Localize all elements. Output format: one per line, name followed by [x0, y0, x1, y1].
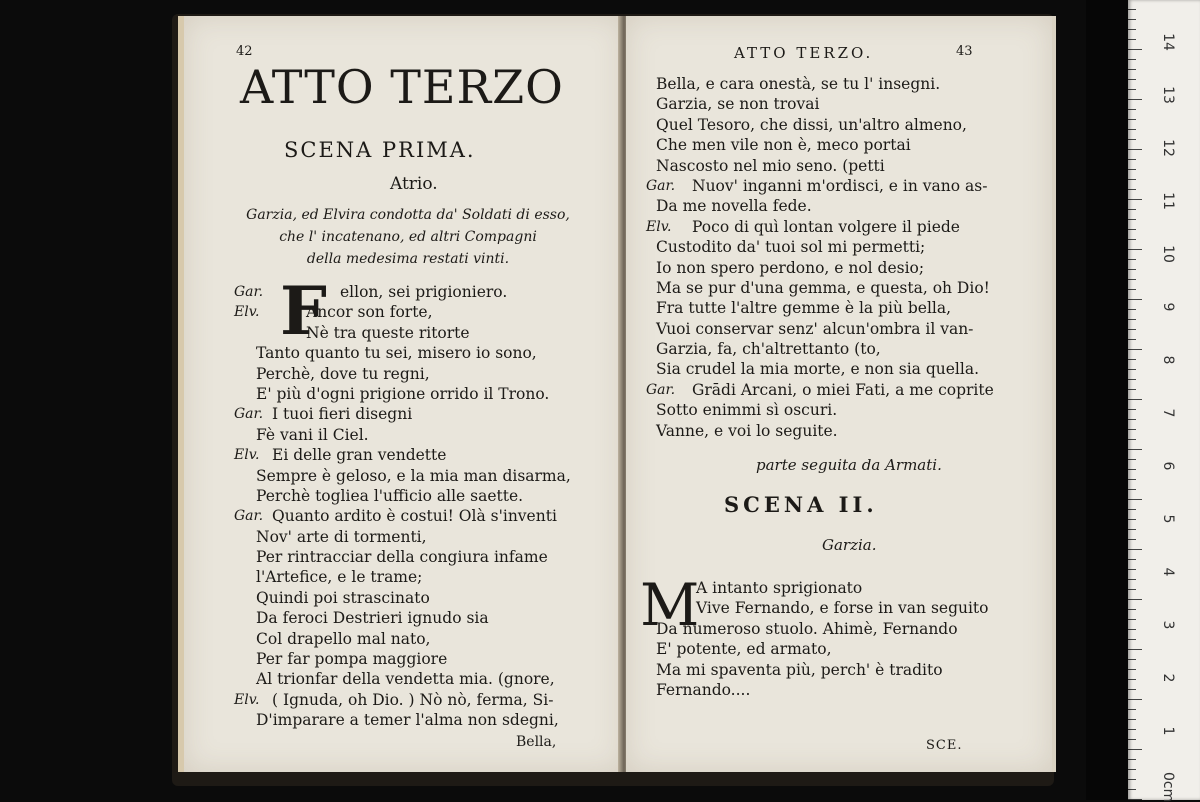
speaker-label: Gar. — [646, 177, 676, 194]
verse-text: E' più d'ogni prigione orrido il Trono. — [256, 384, 550, 403]
verse-text: Da me novella fede. — [656, 197, 812, 216]
verse-text: Ma se pur d'una gemma, e questa, oh Dio! — [656, 278, 990, 297]
stage-direction-line: che l' incatenano, ed altri Compagni — [279, 229, 537, 245]
verse-text: Custodito da' tuoi sol mi permetti; — [656, 238, 926, 257]
verse-text: ( Ignuda, oh Dio. ) Nò nò, ferma, Si- — [272, 690, 554, 709]
verse-text: Garzia, se non trovai — [656, 95, 820, 114]
ruler-label: 9 — [1160, 302, 1176, 312]
ruler-label: 8 — [1160, 355, 1176, 365]
right-page — [626, 16, 1056, 772]
verse-text: Quanto ardito è costui! Olà s'inventi — [272, 507, 557, 526]
catchword: Bella, — [516, 734, 557, 750]
drop-cap: F — [280, 272, 327, 350]
verse-text: Nascosto nel mio seno. (petti — [656, 156, 885, 175]
speaker-label: Elv. — [234, 447, 260, 464]
exit-direction: parte seguita da Armati. — [756, 456, 942, 474]
running-head: ATTO TERZO. — [734, 44, 874, 62]
verse-text: Fè vani il Ciel. — [256, 425, 369, 444]
verse-text: Vive Fernando, e forse in van seguito — [696, 599, 989, 618]
measuring-ruler — [1128, 0, 1200, 800]
ruler-label: 7 — [1160, 408, 1176, 418]
scene-heading: SCENA PRIMA. — [284, 138, 476, 162]
drop-cap-m: M — [640, 571, 700, 639]
verse-text: Da numeroso stuolo. Ahimè, Fernando — [656, 619, 958, 638]
verse-text: Nov' arte di tormenti, — [256, 527, 427, 546]
verse-text: E' potente, ed armato, — [656, 640, 832, 659]
ruler-label: 6 — [1160, 461, 1176, 471]
verse-text: Col drapello mal nato, — [256, 629, 431, 648]
verse-text: Tanto quanto tu sei, misero io sono, — [256, 344, 537, 363]
background-edge — [1086, 0, 1128, 800]
verse-text: Garzia, fa, ch'altrettanto (to, — [656, 340, 881, 359]
ruler-label: 3 — [1160, 620, 1176, 630]
verse-text: Fernando.... — [656, 680, 751, 699]
verse-text: D'imparare a temer l'alma non sdegni, — [256, 711, 559, 730]
ruler-label: 12 — [1160, 139, 1176, 157]
verse-text: Grādi Arcani, o miei Fati, a me coprite — [692, 380, 994, 399]
verse-text: l'Artefice, e le trame; — [256, 568, 423, 587]
verse-text: Da feroci Destrieri ignudo sia — [256, 609, 489, 628]
stage-direction-line: della medesima restati vinti. — [306, 251, 510, 267]
verse-text: Perchè togliea l'ufficio alle saette. — [256, 486, 524, 505]
stage-direction — [208, 204, 608, 270]
verse-text: Perchè, dove tu regni, — [256, 364, 430, 383]
verse-text: Per far pompa maggiore — [256, 650, 448, 669]
speaker-label: Gar. — [234, 284, 264, 300]
verse-text: Nuov' inganni m'ordisci, e in vano as- — [692, 176, 988, 195]
speaker-label: Elv. — [234, 304, 260, 321]
act-title: ATTO TERZO — [240, 60, 564, 114]
verse-text: Ancor son forte, — [306, 303, 433, 322]
ruler-label: 11 — [1160, 192, 1176, 210]
speaker-label: Gar. — [234, 508, 264, 525]
scene-setting-2: Garzia. — [822, 536, 877, 554]
ruler-label: 4 — [1160, 567, 1176, 577]
verse-text: Fra tutte l'altre gemme è la più bella, — [656, 299, 952, 318]
verse-text: Vuoi conservar senz' alcun'ombra il van- — [656, 319, 974, 338]
catchword-right: SCE. — [926, 738, 963, 753]
verse-text: Sotto enimmi sì oscuri. — [656, 401, 838, 420]
verse-text: Per rintracciar della congiura infame — [256, 548, 548, 567]
ruler-label: 1 — [1160, 726, 1176, 736]
ruler-label: 5 — [1160, 514, 1176, 524]
verse-text: Sempre è geloso, e la mia man disarma, — [256, 466, 571, 485]
stage-direction-line: Garzia, ed Elvira condotta da' Soldati di esso, — [246, 207, 570, 223]
page-number-right: 43 — [956, 44, 973, 59]
scene-setting: Atrio. — [390, 174, 438, 194]
speaker-label: Gar. — [234, 406, 264, 423]
verse-text: I tuoi fieri disegni — [272, 405, 413, 424]
ruler-label: 2 — [1160, 673, 1176, 683]
verse-text: Io non spero perdono, e nol desio; — [656, 258, 925, 277]
verse-text: A intanto sprigionato — [696, 579, 863, 597]
verse-text: Vanne, e voi lo seguite. — [656, 421, 838, 440]
verse-text: ellon, sei prigioniero. — [340, 283, 508, 301]
ruler-label: 0cm — [1160, 772, 1176, 802]
ruler-label: 10 — [1160, 245, 1176, 263]
verse-text: Quel Tesoro, che dissi, un'altro almeno, — [656, 115, 967, 134]
verse-text: Nè tra queste ritorte — [306, 323, 470, 342]
verse-text: Sia crudel la mia morte, e non sia quella. — [656, 360, 980, 379]
page-number-left: 42 — [236, 44, 253, 59]
speaker-label: Elv. — [646, 218, 672, 235]
speaker-label: Elv. — [234, 691, 260, 708]
verse-text: Che men vile non è, meco portai — [656, 136, 911, 155]
speaker-label: Gar. — [646, 381, 676, 398]
ruler-label: 13 — [1160, 86, 1176, 104]
left-page — [178, 16, 624, 772]
ruler-label: 14 — [1160, 33, 1176, 51]
scene-heading-2: SCENA II. — [724, 492, 878, 517]
verse-text: Poco di quì lontan volgere il piede — [692, 217, 960, 236]
verse-text: Ei delle gran vendette — [272, 446, 447, 465]
verse-text: Al trionfar della vendetta mia. (gnore, — [256, 670, 555, 689]
verse-text: Ma mi spaventa più, perch' è tradito — [656, 660, 943, 679]
verse-text: Quindi poi strascinato — [256, 588, 430, 607]
verse-text: Bella, e cara onestà, se tu l' insegni. — [656, 75, 941, 93]
